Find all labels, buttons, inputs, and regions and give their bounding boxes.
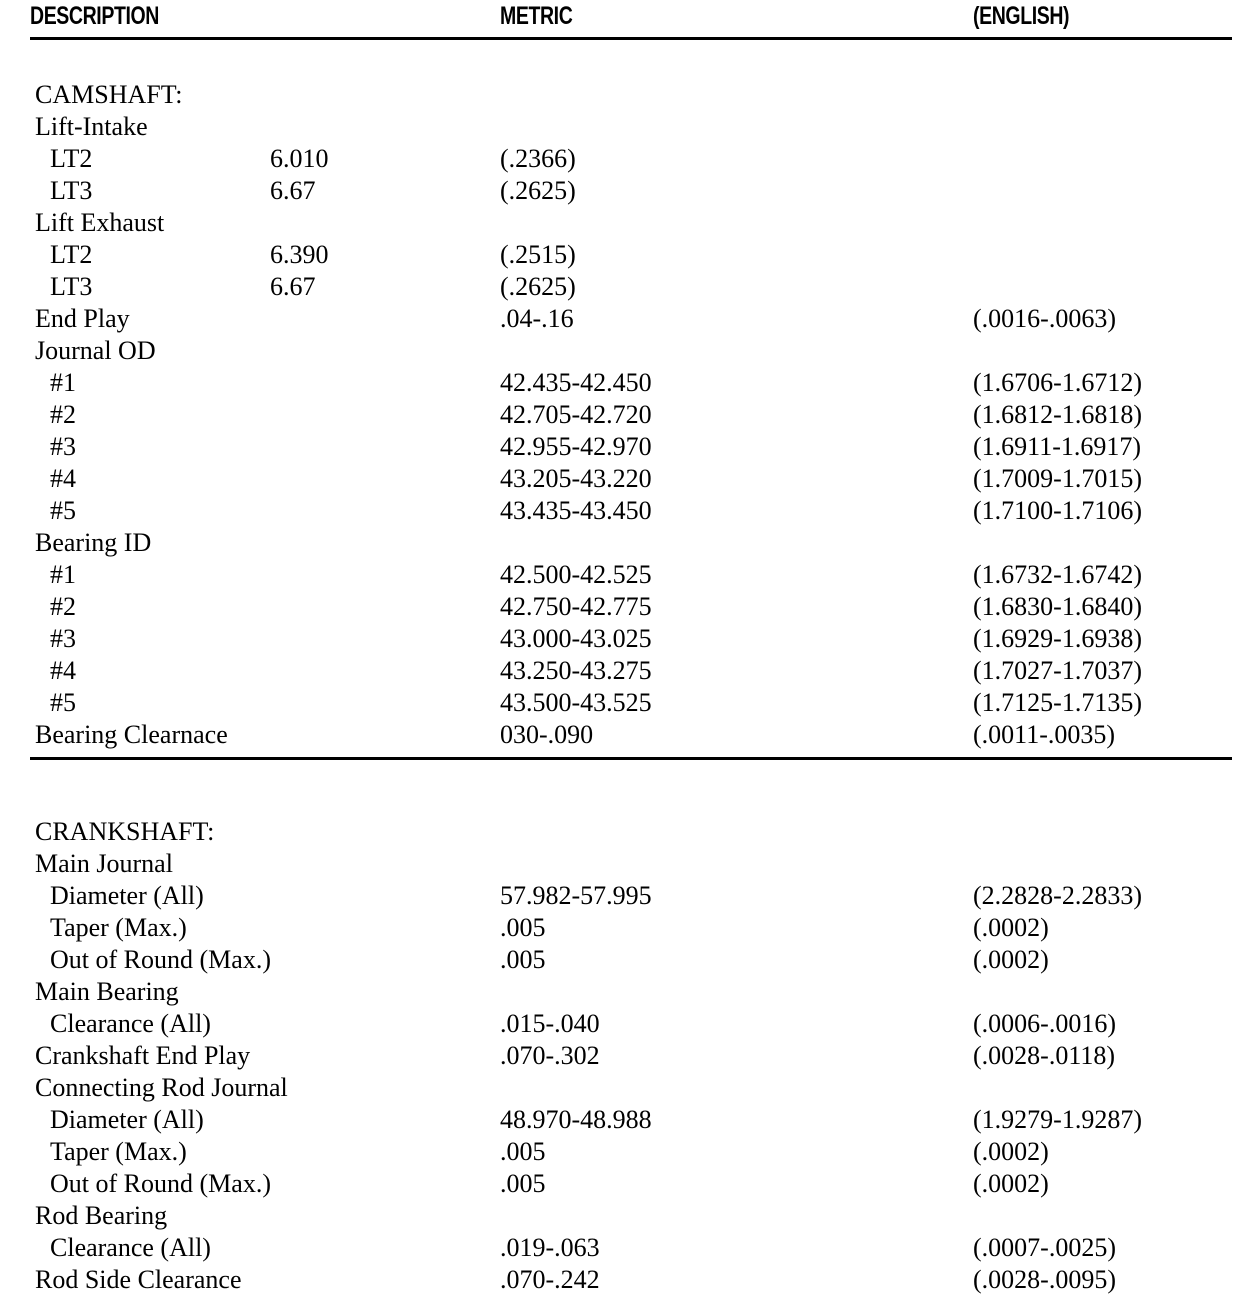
spec-english-value: (1.6911-1.6917) <box>973 432 1142 461</box>
spec-row <box>0 1136 1248 1168</box>
spec-english-value: (1.6830-1.6840) <box>973 592 1142 621</box>
spec-description: #4 <box>50 464 76 493</box>
spec-row <box>0 431 1248 463</box>
spec-row <box>0 1232 1248 1264</box>
spec-row <box>0 1264 1248 1296</box>
spec-description: End Play <box>35 304 130 333</box>
spec-sub-value: 6.67 <box>270 272 316 301</box>
spec-row <box>0 1104 1248 1136</box>
spec-english-value: (1.6929-1.6938) <box>973 624 1142 653</box>
spec-metric-value: 48.970-48.988 <box>500 1105 652 1134</box>
spec-english-value: (.0011-.0035) <box>973 720 1116 749</box>
spec-english-value: (.0028-.0095) <box>973 1265 1116 1294</box>
spec-description: #5 <box>50 496 76 525</box>
spec-row <box>0 399 1248 431</box>
spec-metric-value: 42.750-42.775 <box>500 592 652 621</box>
spec-metric-value: 42.435-42.450 <box>500 368 652 397</box>
spec-description: LT3 <box>50 176 93 205</box>
spec-row <box>0 111 1248 143</box>
spec-metric-value: 42.705-42.720 <box>500 400 652 429</box>
spec-row <box>0 559 1248 591</box>
spec-english-value: (.0002) <box>973 1137 1049 1166</box>
spec-description: #3 <box>50 624 76 653</box>
spec-description: #2 <box>50 400 76 429</box>
spec-metric-value: (.2515) <box>500 240 576 269</box>
spec-metric-value: .005 <box>500 1169 546 1198</box>
spec-row <box>0 271 1248 303</box>
spec-metric-value: 43.500-43.525 <box>500 688 652 717</box>
spec-english-value: (1.7100-1.7106) <box>973 496 1142 525</box>
spec-english-value: (.0002) <box>973 1169 1049 1198</box>
spec-metric-value: 57.982-57.995 <box>500 881 652 910</box>
spec-description: Clearance (All) <box>50 1009 211 1038</box>
spec-row <box>0 719 1248 751</box>
spec-english-value: (1.9279-1.9287) <box>973 1105 1142 1134</box>
column-header-english: (ENGLISH) <box>973 2 1070 30</box>
spec-metric-value: 43.250-43.275 <box>500 656 652 685</box>
spec-metric-value: 42.500-42.525 <box>500 560 652 589</box>
spec-description: Bearing ID <box>35 528 152 557</box>
spec-description: Main Journal <box>35 849 173 878</box>
spec-row <box>0 880 1248 912</box>
spec-english-value: (1.7125-1.7135) <box>973 688 1142 717</box>
spec-metric-value: .005 <box>500 945 546 974</box>
column-header-metric: METRIC <box>500 2 573 30</box>
spec-row <box>0 912 1248 944</box>
section-title <box>0 816 1248 848</box>
spec-description: LT2 <box>50 240 93 269</box>
spec-metric-value: .04-.16 <box>500 304 574 333</box>
spec-english-value: (2.2828-2.2833) <box>973 881 1142 910</box>
spec-row <box>0 623 1248 655</box>
spec-row <box>0 1008 1248 1040</box>
spec-description: Out of Round (Max.) <box>50 1169 271 1198</box>
spec-metric-value: 43.205-43.220 <box>500 464 652 493</box>
crankshaft-section <box>0 816 1248 1296</box>
spec-row <box>0 143 1248 175</box>
spec-description: Connecting Rod Journal <box>35 1073 288 1102</box>
spec-metric-value: 42.955-42.970 <box>500 432 652 461</box>
spec-description: Crankshaft End Play <box>35 1041 251 1070</box>
spec-description: #1 <box>50 560 76 589</box>
spec-english-value: (.0007-.0025) <box>973 1233 1116 1262</box>
spec-description: Rod Side Clearance <box>35 1265 242 1294</box>
spec-description: Taper (Max.) <box>50 1137 187 1166</box>
spec-description: Main Bearing <box>35 977 179 1006</box>
header-rule <box>30 37 1232 40</box>
spec-sub-value: 6.67 <box>270 176 316 205</box>
spec-metric-value: .070-.242 <box>500 1265 600 1294</box>
spec-metric-value: 43.435-43.450 <box>500 496 652 525</box>
spec-metric-value: .015-.040 <box>500 1009 600 1038</box>
spec-description: Lift-Intake <box>35 112 148 141</box>
spec-row <box>0 303 1248 335</box>
spec-english-value: (.0006-.0016) <box>973 1009 1116 1038</box>
spec-english-value: (.0028-.0118) <box>973 1041 1116 1070</box>
spec-row <box>0 976 1248 1008</box>
spec-row <box>0 1072 1248 1104</box>
spec-english-value: (1.7009-1.7015) <box>973 464 1142 493</box>
spec-sub-value: 6.010 <box>270 144 329 173</box>
spec-row <box>0 239 1248 271</box>
spec-description: Rod Bearing <box>35 1201 168 1230</box>
spec-description: Out of Round (Max.) <box>50 945 271 974</box>
section-divider <box>30 757 1232 760</box>
spec-row <box>0 527 1248 559</box>
spec-metric-value: (.2625) <box>500 176 576 205</box>
camshaft-section <box>0 79 1248 751</box>
column-header-description: DESCRIPTION <box>30 2 159 30</box>
spec-row <box>0 335 1248 367</box>
spec-english-value: (1.7027-1.7037) <box>973 656 1142 685</box>
spec-row <box>0 1040 1248 1072</box>
section-title <box>0 79 1248 111</box>
spec-description: #4 <box>50 656 76 685</box>
spec-row <box>0 944 1248 976</box>
spec-metric-value: (.2366) <box>500 144 576 173</box>
spec-row <box>0 655 1248 687</box>
spec-description: LT3 <box>50 272 93 301</box>
spec-metric-value: .005 <box>500 1137 546 1166</box>
spec-english-value: (1.6732-1.6742) <box>973 560 1142 589</box>
spec-row <box>0 591 1248 623</box>
section-title-text: CAMSHAFT: <box>35 80 183 109</box>
spec-metric-value: 43.000-43.025 <box>500 624 652 653</box>
spec-description: Diameter (All) <box>50 1105 204 1134</box>
spec-description: #3 <box>50 432 76 461</box>
spec-english-value: (1.6812-1.6818) <box>973 400 1142 429</box>
spec-row <box>0 1200 1248 1232</box>
spec-row <box>0 175 1248 207</box>
spec-description: #2 <box>50 592 76 621</box>
spec-row <box>0 495 1248 527</box>
spec-metric-value: 030-.090 <box>500 720 594 749</box>
spec-description: Diameter (All) <box>50 881 204 910</box>
spec-english-value: (.0016-.0063) <box>973 304 1116 333</box>
spec-row <box>0 207 1248 239</box>
spec-metric-value: .070-.302 <box>500 1041 600 1070</box>
spec-description: #5 <box>50 688 76 717</box>
spec-row <box>0 367 1248 399</box>
section-title-text: CRANKSHAFT: <box>35 817 215 846</box>
spec-english-value: (1.6706-1.6712) <box>973 368 1142 397</box>
spec-english-value: (.0002) <box>973 913 1049 942</box>
spec-description: LT2 <box>50 144 93 173</box>
spec-row <box>0 848 1248 880</box>
spec-description: Journal OD <box>35 336 156 365</box>
spec-metric-value: .019-.063 <box>500 1233 600 1262</box>
spec-metric-value: (.2625) <box>500 272 576 301</box>
spec-row <box>0 687 1248 719</box>
spec-description: Clearance (All) <box>50 1233 211 1262</box>
spec-sub-value: 6.390 <box>270 240 329 269</box>
spec-description: Bearing Clearnace <box>35 720 228 749</box>
spec-description: Lift Exhaust <box>35 208 165 237</box>
spec-metric-value: .005 <box>500 913 546 942</box>
spec-description: Taper (Max.) <box>50 913 187 942</box>
spec-row <box>0 463 1248 495</box>
spec-english-value: (.0002) <box>973 945 1049 974</box>
spec-description: #1 <box>50 368 76 397</box>
spec-row <box>0 1168 1248 1200</box>
